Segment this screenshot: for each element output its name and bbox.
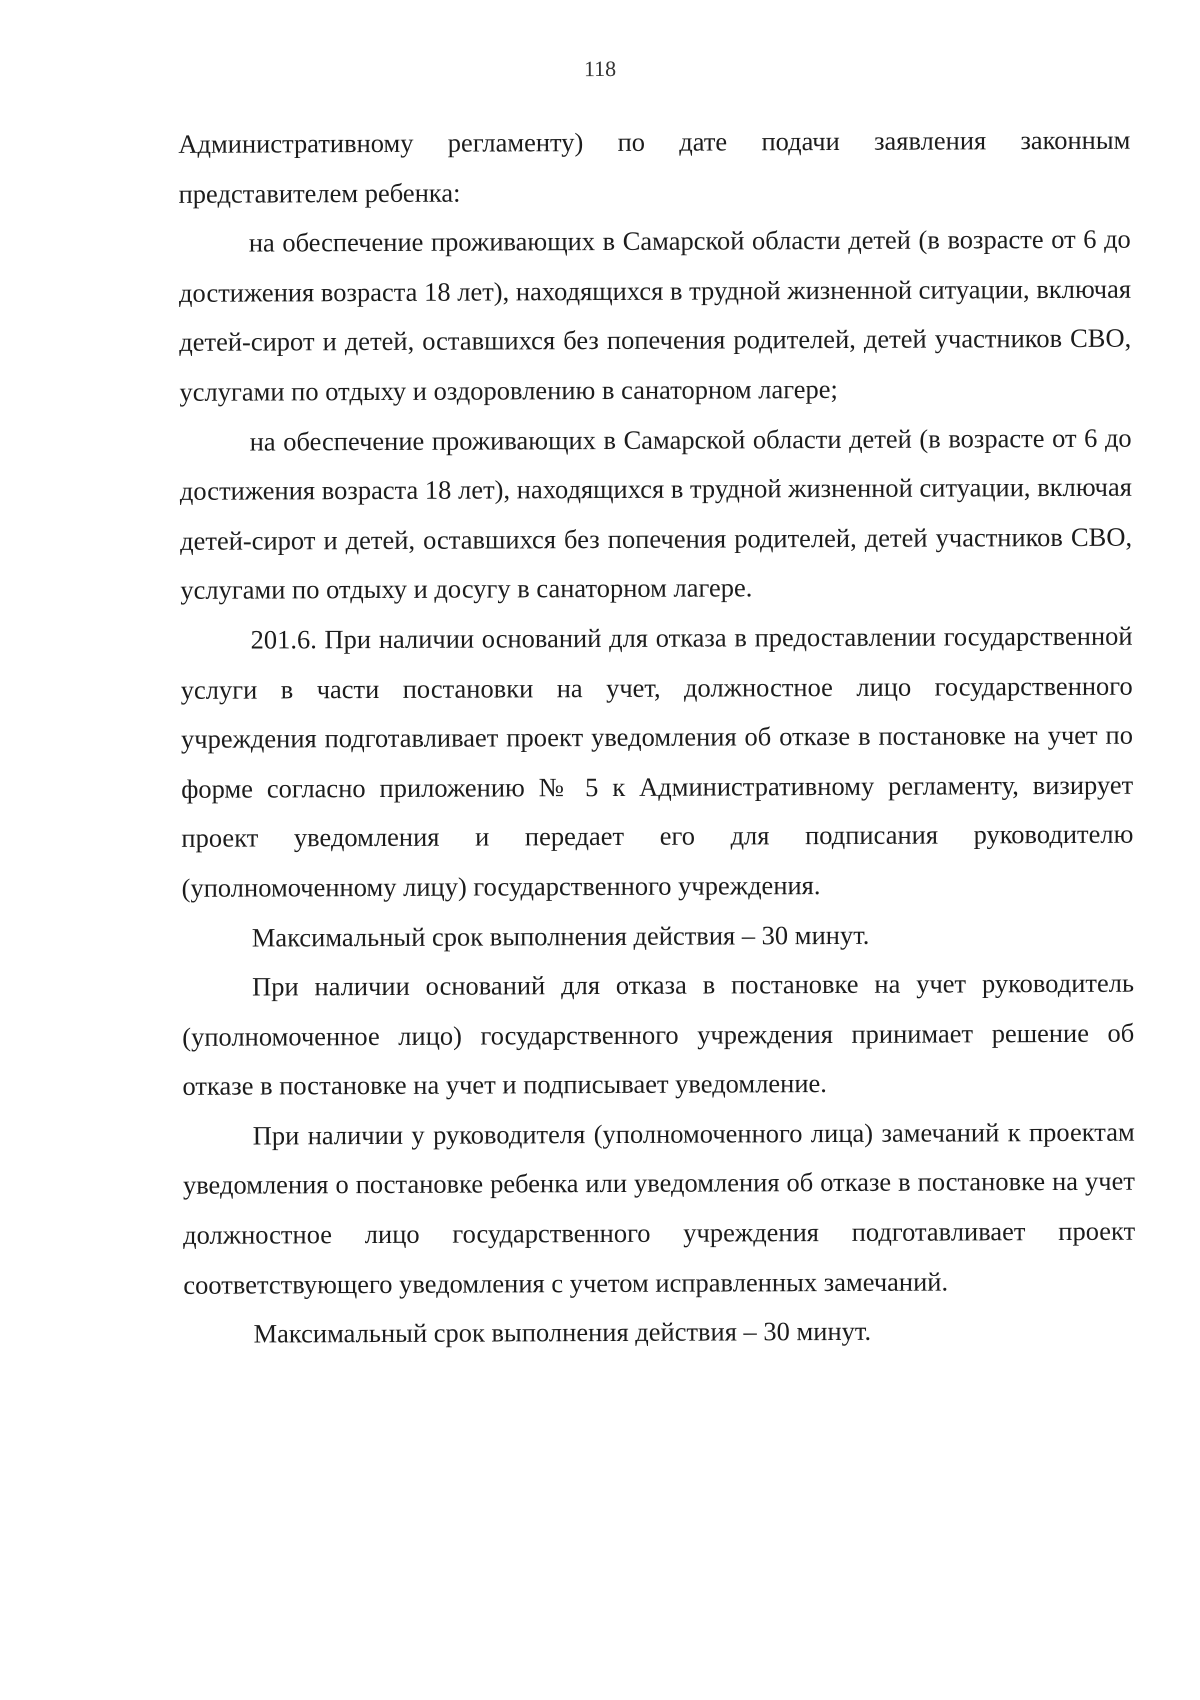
paragraph-continuation: Административному регламенту) по дате подачи заявления законным представителем ребенка: — [178, 124, 1131, 209]
document-body — [178, 116, 1135, 1360]
paragraph-health-camp: на обеспечение проживающих в Самарской области детей (в возрасте от 6 до достижения возраста 18 лет), находящихся в трудной жизненной ситуации, включая детей-сирот и детей, оставшихся без попечения родителей, детей участников СВО, услугами по отдыху и оздоровлению в санаторном лагере; — [178, 223, 1132, 407]
paragraph-max-time-2: Максимальный срок выполнения действия – 30 минут. — [253, 1316, 872, 1349]
paragraph-refusal-decision: При наличии оснований для отказа в постановке на учет руководитель (уполномоченное лицо) государственного учреждения принимает решение об отказе в постановке на учет и подписывает уведомление. — [182, 967, 1135, 1102]
paragraph-leisure-camp: на обеспечение проживающих в Самарской области детей (в возрасте от 6 до достижения возраста 18 лет), находящихся в трудной жизненной ситуации, включая детей-сирот и детей, оставшихся без попечения родителей, детей участников СВО, услугами по отдыху и досугу в санаторном лагере. — [179, 422, 1133, 606]
paragraph-201-6: 201.6. При наличии оснований для отказа в предоставлении государственной услуги в части постановки на учет, должностное лицо государственного учреждения подготавливает проект уведомления об отказе в постановке на учет по форме согласно приложению № 5 к Административному регламенту, визирует проект уведомления и передает его для подписания руководителю (уполномоченному лицу) государственного учреждения. — [180, 620, 1134, 903]
paragraph-remarks: При наличии у руководителя (уполномоченного лица) замечаний к проектам уведомления о постановке ребенка или уведомления об отказе в постановке на учет должностное лицо государственного учреждения подготавливает проект соответствующего уведомления с учетом исправленных замечаний. — [182, 1116, 1136, 1300]
paragraph-max-time-1: Максимальный срок выполнения действия – 30 минут. — [251, 919, 870, 953]
page-number: 118 — [583, 55, 617, 82]
